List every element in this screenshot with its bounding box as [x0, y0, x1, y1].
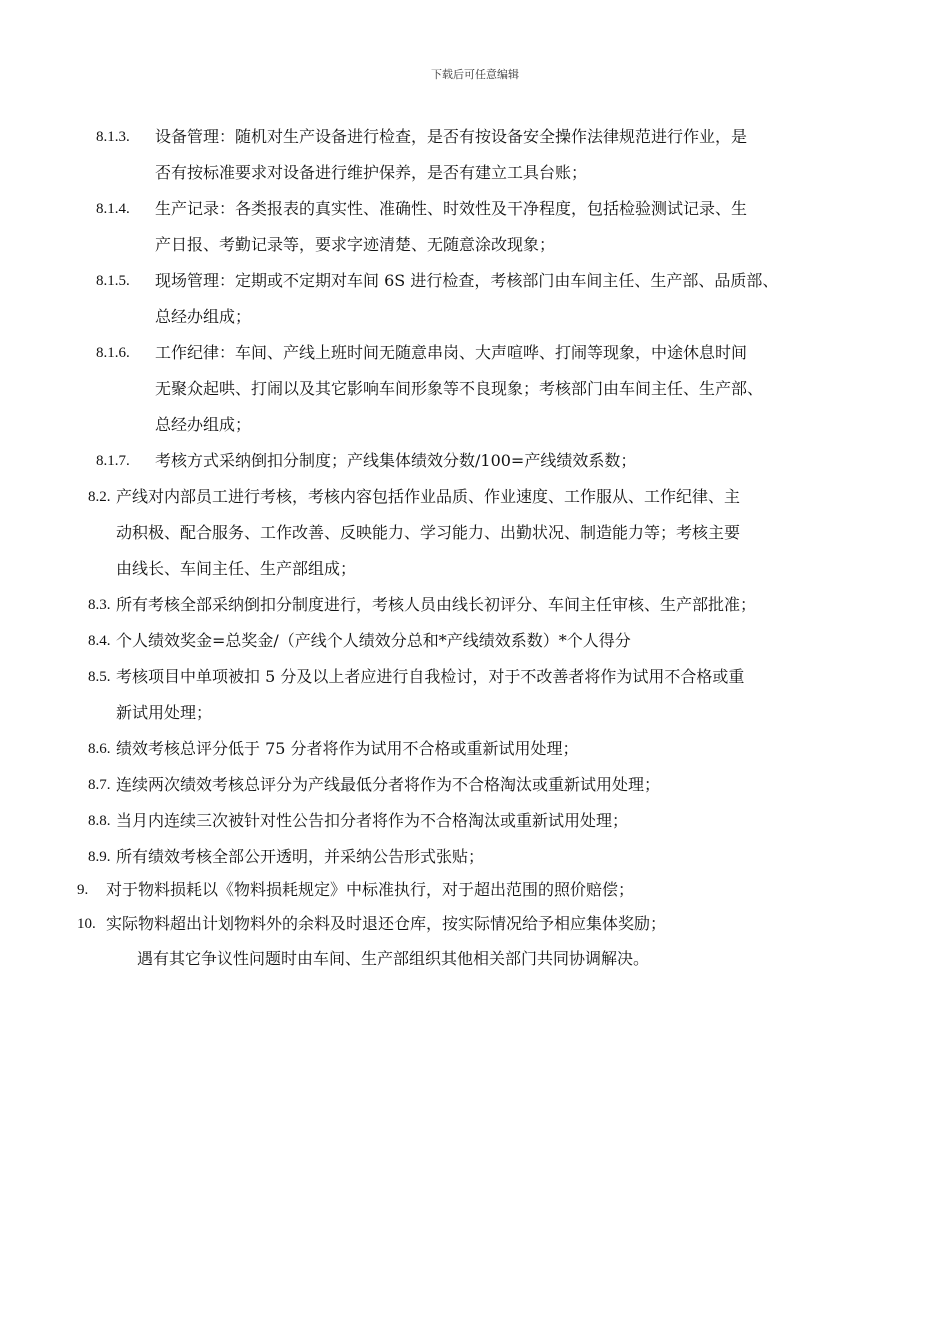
item-text-line: 考核项目中单项被扣 5 分及以上者应进行自我检讨，对于不改善者将作为试用不合格或重 — [116, 667, 745, 686]
item-number: 8.7. — [88, 777, 111, 793]
item-number: 8.1.3. — [96, 129, 130, 145]
item-number: 8.6. — [88, 741, 111, 757]
item-text-line: 当月内连续三次被针对性公告扣分者将作为不合格淘汰或重新试用处理； — [116, 811, 629, 830]
item-number: 8.2. — [88, 489, 111, 505]
list-item — [77, 872, 635, 908]
item-text-line: 连续两次绩效考核总评分为产线最低分者将作为不合格淘汰或重新试用处理； — [116, 775, 661, 794]
list-item — [88, 479, 741, 587]
item-text-line: 动积极、配合服务、工作改善、反映能力、学习能力、出勤状况、制造能力等；考核主要 — [116, 523, 741, 542]
page-header: 下载后可任意编辑 — [431, 68, 519, 81]
item-text-line: 由线长、车间主任、生产部组成； — [116, 559, 357, 578]
list-item — [96, 191, 748, 263]
item-text-line: 总经办组成； — [155, 307, 252, 326]
item-number: 8.3. — [88, 597, 111, 613]
item-text-line: 所有绩效考核全部公开透明，并采纳公告形式张贴； — [116, 847, 485, 866]
item-text-line: 新试用处理； — [116, 703, 213, 722]
item-text-line: 设备管理：随机对生产设备进行检查，是否有按设备安全操作法律规范进行作业，是 — [155, 127, 748, 146]
item-text-line: 个人绩效奖金=总奖金/（产线个人绩效分总和*产线绩效系数）*个人得分 — [116, 631, 631, 650]
closing-paragraph: 遇有其它争议性问题时由车间、生产部组织其他相关部门共同协调解决。 — [137, 949, 650, 968]
list-item — [96, 335, 764, 443]
item-number: 8.5. — [88, 669, 111, 685]
item-number: 8.1.5. — [96, 273, 130, 289]
item-text-line: 实际物料超出计划物料外的余料及时退还仓库，按实际情况给予相应集体奖励； — [106, 914, 667, 933]
item-text-line: 所有考核全部采纳倒扣分制度进行，考核人员由线长初评分、车间主任审核、生产部批准； — [116, 595, 757, 614]
item-number: 8.8. — [88, 813, 111, 829]
item-number: 10. — [77, 916, 96, 932]
list-item — [88, 587, 757, 623]
list-item — [96, 263, 779, 335]
item-number: 8.4. — [88, 633, 111, 649]
item-number: 8.9. — [88, 849, 111, 865]
list-item — [96, 443, 637, 479]
list-item — [77, 906, 667, 942]
list-item — [88, 803, 629, 839]
item-number: 8.1.4. — [96, 201, 130, 217]
item-number: 8.1.7. — [96, 453, 130, 469]
item-text-line: 对于物料损耗以《物料损耗规定》中标准执行，对于超出范围的照价赔偿； — [106, 880, 635, 899]
item-text-line: 无聚众起哄、打闹以及其它影响车间形象等不良现象；考核部门由车间主任、生产部、 — [155, 379, 764, 398]
list-item — [96, 119, 748, 191]
list-item — [88, 767, 661, 803]
list-item — [88, 839, 485, 875]
item-number: 9. — [77, 882, 89, 898]
item-text-line: 工作纪律：车间、产线上班时间无随意串岗、大声喧哗、打闹等现象，中途休息时间 — [155, 343, 748, 362]
item-text-line: 产线对内部员工进行考核，考核内容包括作业品质、作业速度、工作服从、工作纪律、主 — [116, 487, 741, 506]
list-item — [88, 659, 745, 731]
item-text-line: 考核方式采纳倒扣分制度；产线集体绩效分数/100=产线绩效系数； — [155, 451, 637, 470]
item-number: 8.1.6. — [96, 345, 130, 361]
item-text-line: 总经办组成； — [155, 415, 252, 434]
list-item — [88, 623, 631, 659]
item-text-line: 产日报、考勤记录等，要求字迹清楚、无随意涂改现象； — [155, 235, 556, 254]
item-text-line: 现场管理：定期或不定期对车间 6S 进行检查，考核部门由车间主任、生产部、品质部、 — [155, 271, 779, 290]
item-text-line: 否有按标准要求对设备进行维护保养，是否有建立工具台账； — [155, 163, 588, 182]
item-text-line: 绩效考核总评分低于 75 分者将作为试用不合格或重新试用处理； — [116, 739, 579, 758]
item-text-line: 生产记录：各类报表的真实性、准确性、时效性及干净程度，包括检验测试记录、生 — [155, 199, 748, 218]
list-item — [88, 731, 579, 767]
